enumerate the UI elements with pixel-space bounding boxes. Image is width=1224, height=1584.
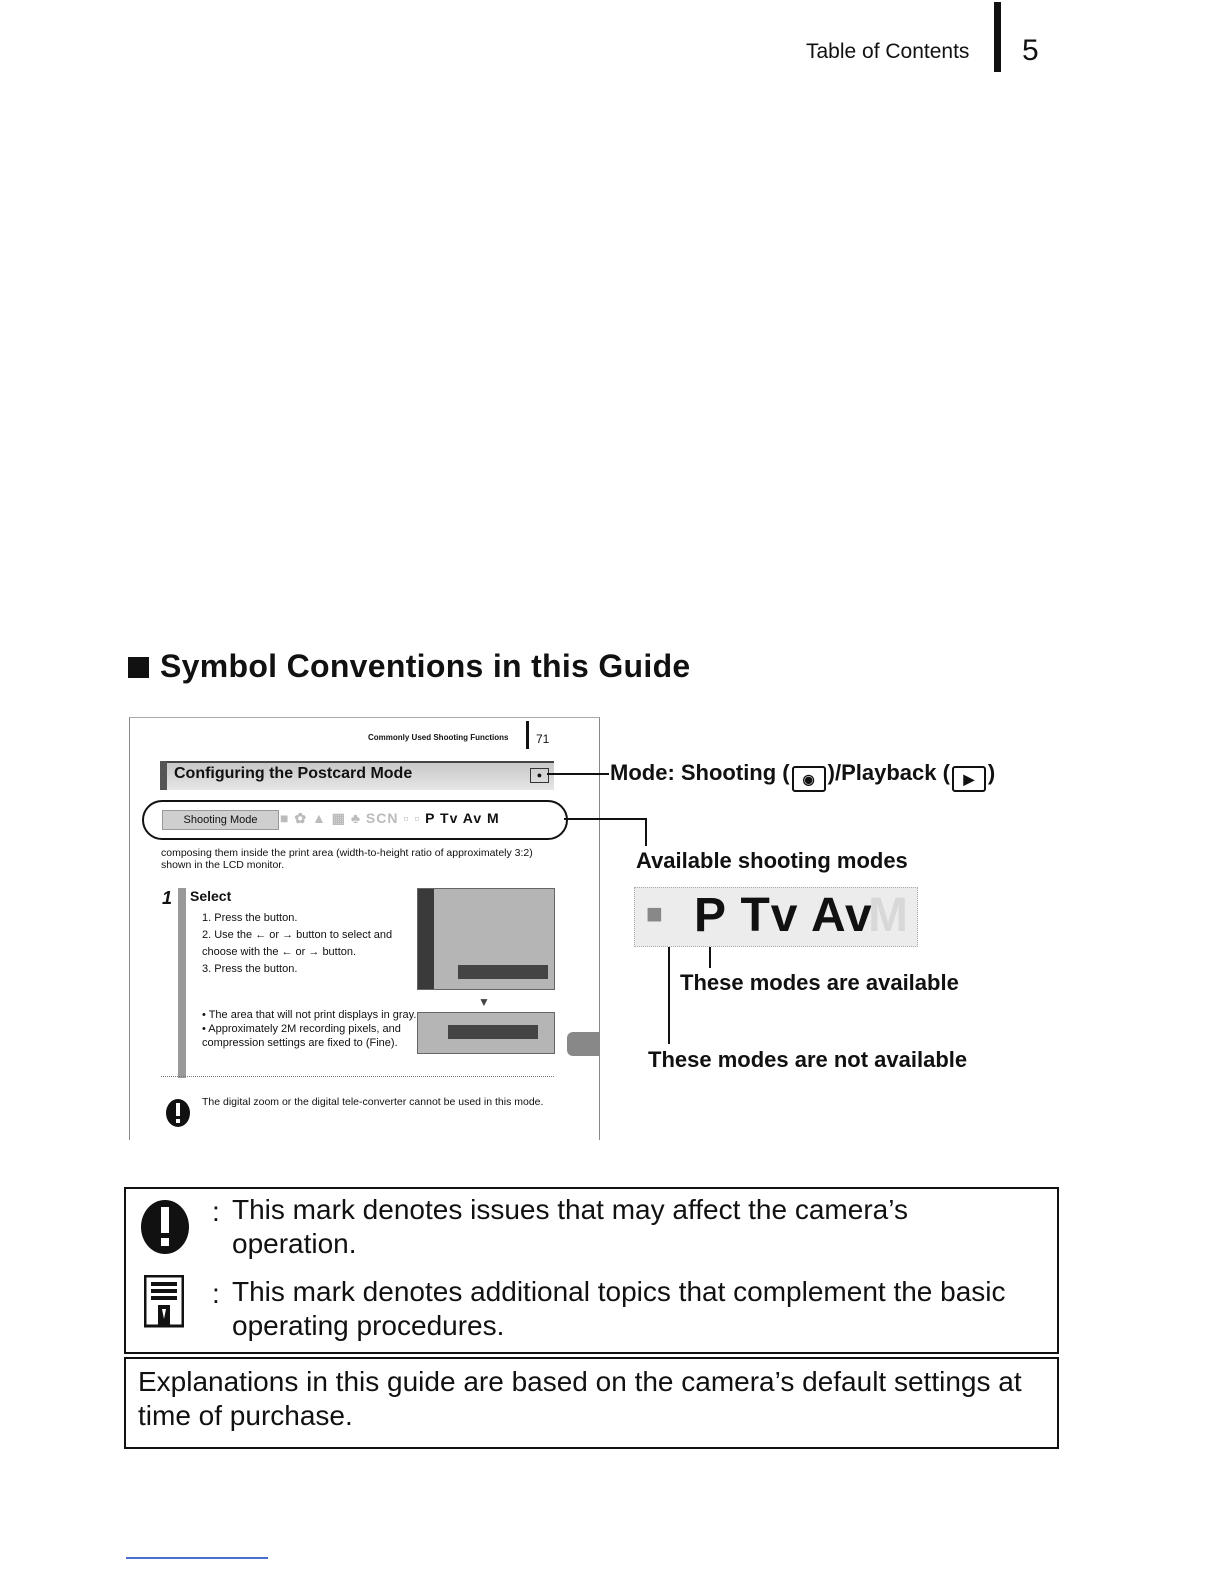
- dotted-divider: [161, 1076, 554, 1077]
- sample-page-header-divider: [526, 721, 529, 749]
- mode-prefix: Mode: Shooting (: [610, 760, 790, 785]
- shooting-camera-icon: ◉: [792, 766, 826, 792]
- lcd-screen-image: [417, 1012, 555, 1054]
- sample-page-header: Commonly Used Shooting Functions: [368, 733, 509, 742]
- sample-bullets: [202, 1008, 432, 1050]
- mode-middle: )/Playback (: [827, 760, 950, 785]
- default-settings-explanation: Explanations in this guide are based on the camera’s default settings at time of purchase.: [124, 1357, 1059, 1449]
- sample-modes-text: P Tv Av M: [425, 810, 500, 826]
- not-available-explanation: These modes are not available: [648, 1047, 968, 1072]
- sample-mode-icons: ■ ✿ ▲ ▦ ♣ SCN ▫ ▫ P Tv Av M: [280, 810, 500, 826]
- page-number: 5: [1022, 34, 1039, 67]
- modes-callout-line: [564, 818, 646, 820]
- playback-icon: ▶: [952, 766, 986, 792]
- available-modes-text: P Tv Av: [694, 889, 873, 942]
- sample-page-number: 71: [536, 732, 550, 746]
- shooting-mode-label: Shooting Mode: [162, 810, 279, 830]
- note-colon: :: [212, 1196, 220, 1227]
- sample-warning-text: The digital zoom or the digital tele-converter cannot be used in this mode.: [202, 1096, 544, 1108]
- note-colon: :: [212, 1278, 220, 1309]
- memo-note-text: This mark denotes additional topics that complement the basic operating procedures.: [232, 1276, 1006, 1341]
- mode-callout-label: [610, 760, 995, 792]
- down-arrow-icon: ▼: [478, 995, 490, 1009]
- sample-step-number: 1: [162, 888, 173, 908]
- movie-mode-icon: ■: [646, 898, 663, 929]
- caution-icon: [140, 1199, 190, 1260]
- header-section-title: Table of Contents: [806, 40, 970, 63]
- sample-step-item: 2. Use the ← or → button to select and choose with the ← or → button.: [202, 929, 393, 958]
- section-bullet-icon: [128, 657, 149, 678]
- available-explanation: These modes are available: [680, 970, 959, 995]
- sample-step-item: 1. Press the button.: [202, 912, 298, 924]
- caution-icon: [165, 1098, 191, 1133]
- sample-steps: [202, 910, 422, 978]
- lcd-screen-image: [417, 888, 555, 990]
- available-modes-label: Available shooting modes: [636, 848, 908, 873]
- footer-link-underline[interactable]: [126, 1557, 268, 1559]
- modes-callout-line: [645, 818, 647, 846]
- unavailable-mode-text: M: [868, 889, 908, 942]
- mode-suffix: ): [987, 760, 996, 785]
- caution-note-text: This mark denotes issues that may affect the camera’s operation.: [232, 1194, 908, 1259]
- sample-title-mark: [160, 761, 167, 790]
- sample-bullet: • The area that will not print displays in gray.: [202, 1009, 417, 1021]
- sample-description: composing them inside the print area (width-to-height ratio of approximately 3:2) shown in the LCD monitor.: [161, 847, 533, 871]
- page-tab: [567, 1032, 599, 1056]
- sample-step-bar: [178, 888, 186, 1078]
- camera-mode-icon: ●: [530, 768, 549, 783]
- section-title: Symbol Conventions in this Guide: [160, 648, 691, 684]
- memo-icon: [144, 1275, 184, 1336]
- sample-title: Configuring the Postcard Mode: [174, 765, 413, 782]
- symbol-notes-box: [124, 1187, 1059, 1354]
- sample-step-item: 3. Press the button.: [202, 963, 298, 975]
- header-divider: [994, 2, 1001, 72]
- sample-page-illustration: [129, 717, 600, 1140]
- mode-callout-line: [547, 773, 609, 775]
- sample-bullet: • Approximately 2M recording pixels, and compression settings are fixed to (Fine).: [202, 1023, 401, 1049]
- sample-step-title: Select: [190, 888, 232, 904]
